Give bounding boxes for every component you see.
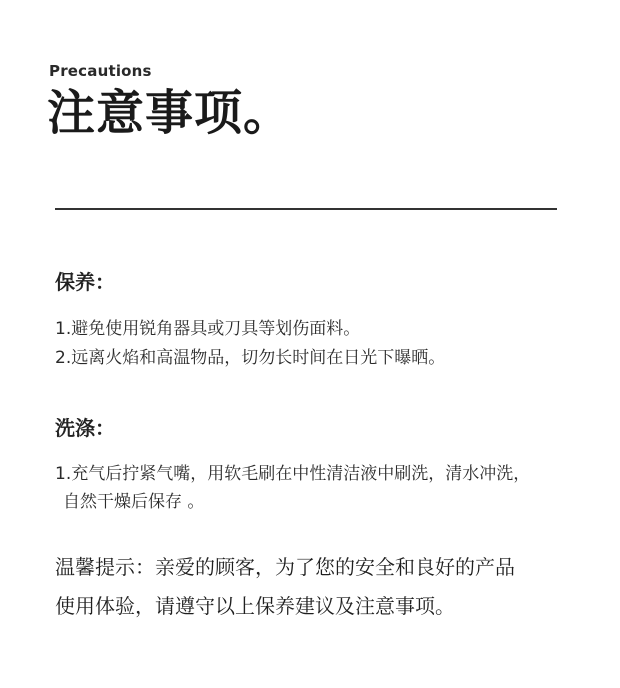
page-subtitle: Precautions [49,62,152,80]
washing-item-1: 1.充气后拧紧气嘴，用软毛刷在中性清洁液中刷洗，清水冲洗， [55,464,531,484]
page-title: 注意事项。 [47,85,293,141]
divider [55,208,557,210]
maintenance-item-2: 2.远离火焰和高温物品，切勿长时间在日光下曝晒。 [55,348,446,368]
washing-item-1-continued: 自然干燥后保存 。 [63,492,205,512]
maintenance-item-1: 1.避免使用锐角器具或刀具等划伤面料。 [55,319,361,339]
washing-heading: 洗涤： [55,416,115,440]
maintenance-heading: 保养： [55,270,115,294]
tip-line-1: 温馨提示：亲爱的顾客，为了您的安全和良好的产品 [55,555,515,579]
tip-line-2: 使用体验，请遵守以上保养建议及注意事项。 [55,594,455,618]
